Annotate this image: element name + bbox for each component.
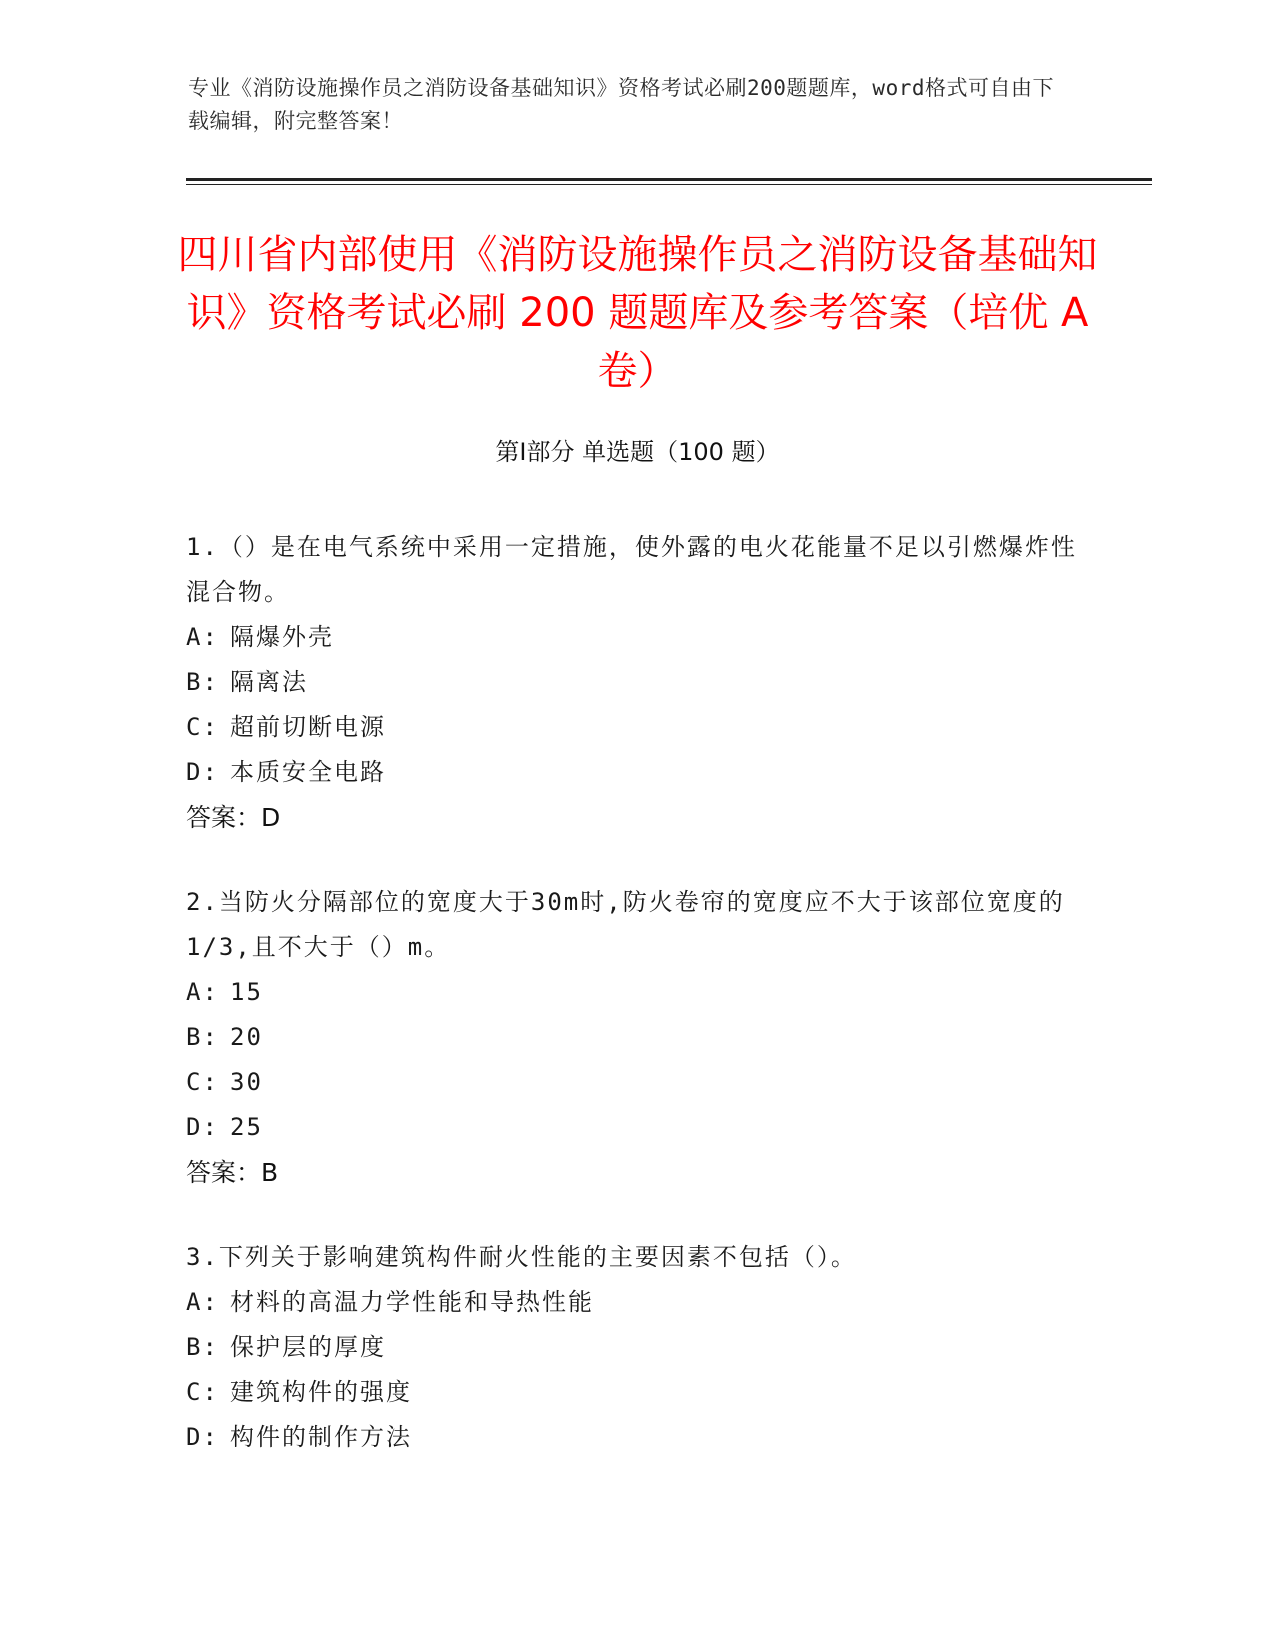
option-key: A: — [186, 623, 219, 651]
option-key: C: — [186, 713, 219, 741]
question-1 — [186, 525, 1086, 840]
option-text: 构件的制作方法 — [230, 1423, 412, 1451]
option-key: D: — [186, 1423, 219, 1451]
question-2 — [186, 880, 1086, 1195]
option-text: 30 — [230, 1068, 263, 1096]
question-stem: 2.当防火分隔部位的宽度大于30m时,防火卷帘的宽度应不大于该部位宽度的1/3,且不大于（）m。 — [186, 888, 1065, 961]
option-b — [186, 660, 1086, 705]
option-text: 15 — [230, 978, 263, 1006]
option-key: C: — [186, 1068, 219, 1096]
answer-line: 答案：B — [186, 1158, 279, 1187]
option-b — [186, 1015, 1086, 1060]
option-key: A: — [186, 1288, 219, 1316]
option-text: 20 — [230, 1023, 263, 1051]
header-rule-thick — [186, 178, 1152, 181]
option-d — [186, 1415, 1086, 1460]
option-text: 25 — [230, 1113, 263, 1141]
option-key: B: — [186, 1023, 219, 1051]
option-c — [186, 1370, 1086, 1415]
option-c — [186, 705, 1086, 750]
option-key: B: — [186, 668, 219, 696]
option-a — [186, 1280, 1086, 1325]
option-text: 本质安全电路 — [230, 758, 386, 786]
option-a — [186, 970, 1086, 1015]
option-text: 建筑构件的强度 — [230, 1378, 412, 1406]
option-b — [186, 1325, 1086, 1370]
option-key: B: — [186, 1333, 219, 1361]
answer-line: 答案：D — [186, 803, 281, 832]
option-text: 材料的高温力学性能和导热性能 — [230, 1288, 594, 1316]
document-title: 四川省内部使用《消防设施操作员之消防设备基础知识》资格考试必刷 200 题题库及参考答案（培优 A 卷） — [177, 232, 1098, 394]
option-key: A: — [186, 978, 219, 1006]
question-3 — [186, 1235, 1086, 1460]
option-key: C: — [186, 1378, 219, 1406]
question-stem: 3.下列关于影响建筑构件耐火性能的主要因素不包括（）。 — [186, 1243, 857, 1271]
option-text: 保护层的厚度 — [230, 1333, 386, 1361]
header-note: 专业《消防设施操作员之消防设备基础知识》资格考试必刷200题题库，word格式可自由下载编辑，附完整答案！ — [188, 76, 1054, 133]
option-d — [186, 750, 1086, 795]
option-key: D: — [186, 1113, 219, 1141]
option-text: 超前切断电源 — [230, 713, 386, 741]
question-stem: 1.（）是在电气系统中采用一定措施，使外露的电火花能量不足以引燃爆炸性混合物。 — [186, 533, 1077, 606]
option-text: 隔爆外壳 — [230, 623, 334, 651]
option-key: D: — [186, 758, 219, 786]
option-d — [186, 1105, 1086, 1150]
option-text: 隔离法 — [230, 668, 308, 696]
header-rule-thin — [186, 184, 1152, 185]
question-list — [186, 525, 1086, 1500]
option-c — [186, 1060, 1086, 1105]
section-title: 第Ⅰ部分 单选题（100 题） — [495, 438, 780, 466]
option-a — [186, 615, 1086, 660]
